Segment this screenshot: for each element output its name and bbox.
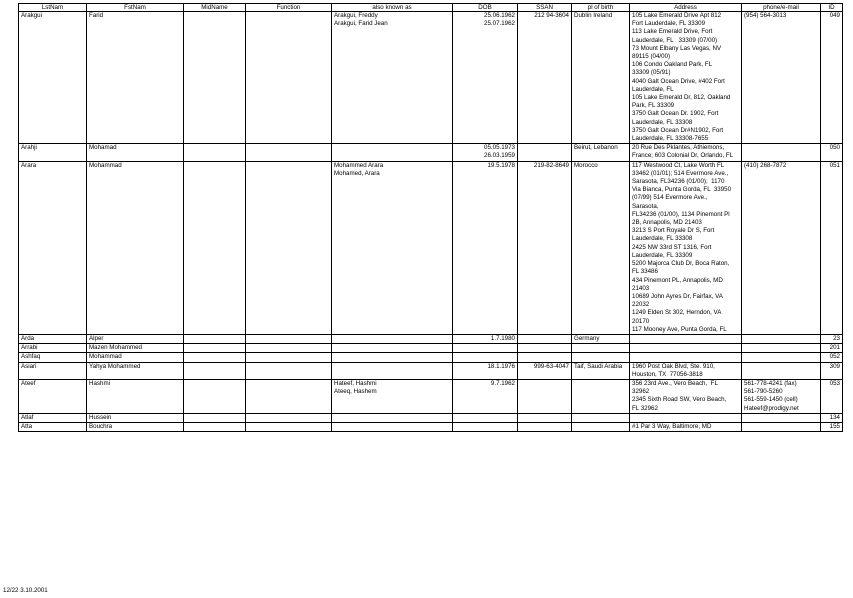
cell-id: 049: [821, 12, 843, 144]
cell-also-known-as: [332, 353, 453, 362]
cell-dob-line: 1.7.1980: [490, 334, 515, 342]
col-header-dob: DOB: [453, 4, 518, 12]
cell-last-name: Arahji: [19, 144, 87, 161]
cell-place-of-birth: Taif, Saudi Arabia: [572, 362, 630, 379]
cell-function: [246, 353, 332, 362]
table-body: [19, 12, 843, 432]
cell-address-line: Lauderdale, FL: [632, 85, 674, 93]
cell-address-line: 434 Pinemont PL, Annapolis, MD: [632, 276, 723, 284]
cell-address-line: Sarasota,: [632, 202, 659, 210]
cell-address-line: 22032: [632, 301, 650, 309]
cell-dob: [453, 362, 518, 379]
table-row: [19, 334, 843, 343]
table-row: [19, 413, 843, 422]
cell-address-line: FL34236 (01/00), 1134 Pinemont Pl: [632, 210, 730, 218]
cell-phone-email: [742, 144, 821, 161]
cell-first-name: Hashmi: [87, 379, 184, 413]
cell-dob: [453, 422, 518, 431]
cell-function: [246, 344, 332, 353]
cell-ssan: 999-63-4047: [518, 362, 572, 379]
cell-address: [630, 161, 742, 334]
col-header-fstnam: FstNam: [87, 4, 184, 12]
cell-address-line: 4040 Galt Ocean Drive, #402 Fort: [632, 77, 725, 85]
table-row: [19, 379, 843, 413]
cell-middle-name: [184, 161, 246, 334]
cell-dob: [453, 344, 518, 353]
col-header-midname: MidName: [184, 4, 246, 12]
cell-middle-name: [184, 362, 246, 379]
cell-first-name: Mazen Mohammed: [87, 344, 184, 353]
cell-function: [246, 379, 332, 413]
cell-address: [630, 344, 742, 353]
cell-address-line: Lauderdale, FL 33308-7655: [632, 135, 709, 143]
cell-ssan: [518, 413, 572, 422]
cell-address-line: 113 Lake Emerald Drive, Fort: [632, 28, 713, 36]
cell-function: [246, 413, 332, 422]
cell-first-name: Mohammad: [87, 161, 184, 334]
cell-last-name: Ashfaq: [19, 353, 87, 362]
cell-address: [630, 413, 742, 422]
cell-dob-line: 9.7.1962: [490, 379, 515, 387]
cell-place-of-birth: [572, 379, 630, 413]
cell-first-name: Hussein: [87, 413, 184, 422]
cell-phone-email-line: (410) 268-7872: [744, 161, 787, 169]
table-row: [19, 344, 843, 353]
cell-phone-email: [742, 353, 821, 362]
cell-address-line: Lauderdale, FL 33308: [632, 235, 693, 243]
cell-also-known-as: [332, 144, 453, 161]
cell-function: [246, 12, 332, 144]
table-row: [19, 161, 843, 334]
cell-also-known-as-line: Arakgui, Freddy: [334, 12, 378, 19]
cell-phone-email-line: 561-778-4241 (fax): [744, 379, 797, 387]
cell-ssan: [518, 144, 572, 161]
cell-address-line: 1960 Post Oak Blvd, Ste. 910,: [632, 362, 715, 370]
cell-address-line: 2B, Annapolis, MD 21403: [632, 219, 702, 227]
cell-also-known-as: [332, 422, 453, 431]
cell-place-of-birth: [572, 344, 630, 353]
cell-phone-email: [742, 379, 821, 413]
cell-address-line: 3750 Galt Ocean Dr#N1902, Fort: [632, 126, 724, 134]
cell-also-known-as: [332, 362, 453, 379]
cell-address-line: 73 Mount Elbany Las Vegas, NV: [632, 44, 722, 52]
cell-function: [246, 161, 332, 334]
cell-address: [630, 144, 742, 161]
cell-address-line: 32962: [632, 388, 650, 396]
cell-dob: [453, 413, 518, 422]
cell-middle-name: [184, 353, 246, 362]
cell-ssan: [518, 353, 572, 362]
cell-address-line: 117 Westwood Ct, Lake Worth FL: [632, 161, 725, 169]
col-header-phone-email: phone/e-mail: [742, 4, 821, 12]
cell-address-line: Park, FL 33309: [632, 102, 675, 110]
col-header-address: Address: [630, 4, 742, 12]
cell-address-line: France; 603 Colonial Dr, Orlando, FL: [632, 152, 734, 160]
cell-place-of-birth: Morocco: [572, 161, 630, 334]
cell-address-line: 89115 (04/00): [632, 53, 671, 61]
cell-address-line: Lauderdale, FL 33309 (07/00): [632, 36, 718, 44]
cell-place-of-birth: [572, 413, 630, 422]
cell-address-line: 33462 (01/01); 514 Evermore Ave.,: [632, 169, 729, 177]
table-row: [19, 12, 843, 144]
cell-address-line: 2425 NW 33rd ST 1316, Fort: [632, 243, 712, 251]
cell-function: [246, 144, 332, 161]
cell-ssan: 219-82-8649: [518, 161, 572, 334]
page-footer: 12/22 3.10.2001: [3, 587, 48, 594]
cell-dob-line: 25.07.1962: [484, 20, 515, 28]
cell-address: [630, 12, 742, 144]
cell-middle-name: [184, 12, 246, 144]
cell-ssan: [518, 422, 572, 431]
cell-middle-name: [184, 334, 246, 343]
cell-dob-line: 26.03.1959: [484, 152, 515, 160]
cell-first-name: Bouchra: [87, 422, 184, 431]
cell-address-line: Houston, TX 77056-3818: [632, 370, 703, 378]
cell-last-name: Arrabi: [19, 344, 87, 353]
cell-last-name: Ateef: [19, 379, 87, 413]
cell-dob-line: 25.06.1962: [484, 12, 515, 19]
cell-function: [246, 422, 332, 431]
cell-place-of-birth: [572, 422, 630, 431]
col-header-function: Function: [246, 4, 332, 12]
cell-address-line: 33309 (05/91): [632, 69, 671, 77]
cell-place-of-birth: [572, 353, 630, 362]
cell-id: 134: [821, 413, 843, 422]
cell-last-name: Arda: [19, 334, 87, 343]
cell-dob: [453, 12, 518, 144]
cell-id: 053: [821, 379, 843, 413]
cell-also-known-as: [332, 334, 453, 343]
table-row: [19, 353, 843, 362]
cell-ssan: [518, 334, 572, 343]
cell-also-known-as: [332, 161, 453, 334]
table-row: [19, 144, 843, 161]
cell-address-line: 10689 John Ayres Dr, Fairfax, VA: [632, 292, 723, 300]
cell-phone-email-line: 561-790-5260: [744, 388, 783, 396]
cell-function: [246, 362, 332, 379]
cell-dob: [453, 334, 518, 343]
cell-address-line: 3213 S Port Royale Dr S, Fort: [632, 227, 715, 235]
cell-first-name: Alper: [87, 334, 184, 343]
cell-phone-email-line: (954) 564-3013: [744, 12, 787, 19]
cell-first-name: Farid: [87, 12, 184, 144]
cell-also-known-as: [332, 12, 453, 144]
records-table: [18, 3, 843, 432]
cell-address: [630, 422, 742, 431]
cell-dob: [453, 353, 518, 362]
header-row: [19, 4, 843, 12]
cell-address-line: #1 Par 3 Way, Baltimore, MD: [632, 422, 712, 430]
cell-place-of-birth: Dublin Ireland: [572, 12, 630, 144]
cell-id: 155: [821, 422, 843, 431]
cell-also-known-as-line: Ateeq, Hashem: [334, 388, 377, 396]
cell-phone-email: [742, 161, 821, 334]
cell-also-known-as: [332, 413, 453, 422]
cell-also-known-as-line: Mohammed Arara: [334, 161, 384, 169]
cell-address: [630, 362, 742, 379]
col-header-place-of-birth: pl of birth: [572, 4, 630, 12]
cell-address-line: 21403: [632, 284, 650, 292]
table-row: [19, 362, 843, 379]
cell-address-line: 106 Condo Oakland Park, FL: [632, 61, 713, 69]
cell-last-name: Asiari: [19, 362, 87, 379]
cell-phone-email: [742, 334, 821, 343]
cell-dob: [453, 144, 518, 161]
cell-last-name: Arakgui: [19, 12, 87, 144]
cell-dob-line: 05.05.1973: [484, 144, 515, 152]
cell-phone-email: [742, 362, 821, 379]
cell-address-line: FL 33486: [632, 268, 658, 276]
table-row: [19, 422, 843, 431]
cell-middle-name: [184, 379, 246, 413]
cell-also-known-as-line: Hateef, Hashmi: [334, 379, 377, 387]
cell-last-name: Atta: [19, 422, 87, 431]
cell-middle-name: [184, 144, 246, 161]
cell-address-line: Sarasota, FL34236 (01/00); 1170: [632, 178, 725, 186]
cell-id: 051: [821, 161, 843, 334]
col-header-ssan: SSAN: [518, 4, 572, 12]
cell-address-line: Fort Lauderdale, FL 33309: [632, 20, 706, 28]
cell-address-line: 105 Lake Emerald Dr, 812, Oakland: [632, 94, 731, 102]
cell-first-name: Mohammad: [87, 353, 184, 362]
cell-address-line: 2345 Sixth Road SW, Vero Beach,: [632, 396, 727, 404]
cell-ssan: [518, 344, 572, 353]
cell-phone-email: [742, 12, 821, 144]
cell-also-known-as: [332, 379, 453, 413]
cell-ssan: [518, 379, 572, 413]
cell-place-of-birth: Germany: [572, 334, 630, 343]
cell-phone-email: [742, 413, 821, 422]
col-header-lstnam: LstNam: [19, 4, 87, 12]
cell-address: [630, 334, 742, 343]
cell-phone-email-line: Hateef@prodigy.net: [744, 404, 799, 412]
cell-dob-line: 18.1.1976: [487, 362, 515, 370]
cell-address-line: 1249 Elden St 302, Herndon, VA: [632, 309, 722, 317]
cell-address-line: FL 32962: [632, 404, 658, 412]
cell-last-name: Arara: [19, 161, 87, 334]
cell-address-line: Via Bianca, Punta Gorda, FL 33950: [632, 186, 732, 194]
cell-middle-name: [184, 413, 246, 422]
cell-also-known-as-line: Arakgui, Farid Jean: [334, 20, 388, 28]
cell-also-known-as-line: Mohamed, Arara: [334, 169, 380, 177]
cell-address: [630, 353, 742, 362]
cell-dob-line: 19.5.1978: [487, 161, 515, 169]
cell-last-name: Atlaf: [19, 413, 87, 422]
cell-middle-name: [184, 344, 246, 353]
cell-first-name: Mohamad: [87, 144, 184, 161]
cell-id: 23: [821, 334, 843, 343]
col-header-id: ID: [821, 4, 843, 12]
cell-also-known-as: [332, 344, 453, 353]
cell-address-line: Lauderdale, FL 33309: [632, 251, 693, 259]
cell-phone-email: [742, 344, 821, 353]
cell-id: 309: [821, 362, 843, 379]
cell-address-line: 356 23rd Ave., Vero Beach, FL: [632, 379, 718, 387]
cell-function: [246, 334, 332, 343]
cell-address-line: 105 Lake Emerald Drive Apt 812: [632, 12, 722, 19]
cell-place-of-birth: Beirut, Lebanon: [572, 144, 630, 161]
cell-address-line: 20170: [632, 317, 650, 325]
cell-phone-email-line: 561-559-1450 (cell): [744, 396, 798, 404]
cell-phone-email: [742, 422, 821, 431]
cell-id: 052: [821, 353, 843, 362]
cell-dob: [453, 161, 518, 334]
cell-address-line: 117 Mooney Ave, Punta Gorda, FL: [632, 325, 727, 333]
cell-address: [630, 379, 742, 413]
cell-middle-name: [184, 422, 246, 431]
cell-address-line: Lauderdale, FL 33308: [632, 118, 693, 126]
cell-dob: [453, 379, 518, 413]
cell-id: 050: [821, 144, 843, 161]
cell-address-line: 20 Rue Des Pklantes, Athiemons,: [632, 144, 725, 152]
cell-address-line: 3750 Galt Ocean Dr. 1902, Fort: [632, 110, 719, 118]
cell-id: 201: [821, 344, 843, 353]
col-header-aka: also known as: [332, 4, 453, 12]
cell-ssan: 212 94-3604: [518, 12, 572, 144]
cell-first-name: Yahya Mohammed: [87, 362, 184, 379]
cell-address-line: (07/99) 514 Evermore Ave.,: [632, 194, 708, 202]
cell-address-line: 5200 Majorca Club Dr, Boca Raton,: [632, 260, 730, 268]
